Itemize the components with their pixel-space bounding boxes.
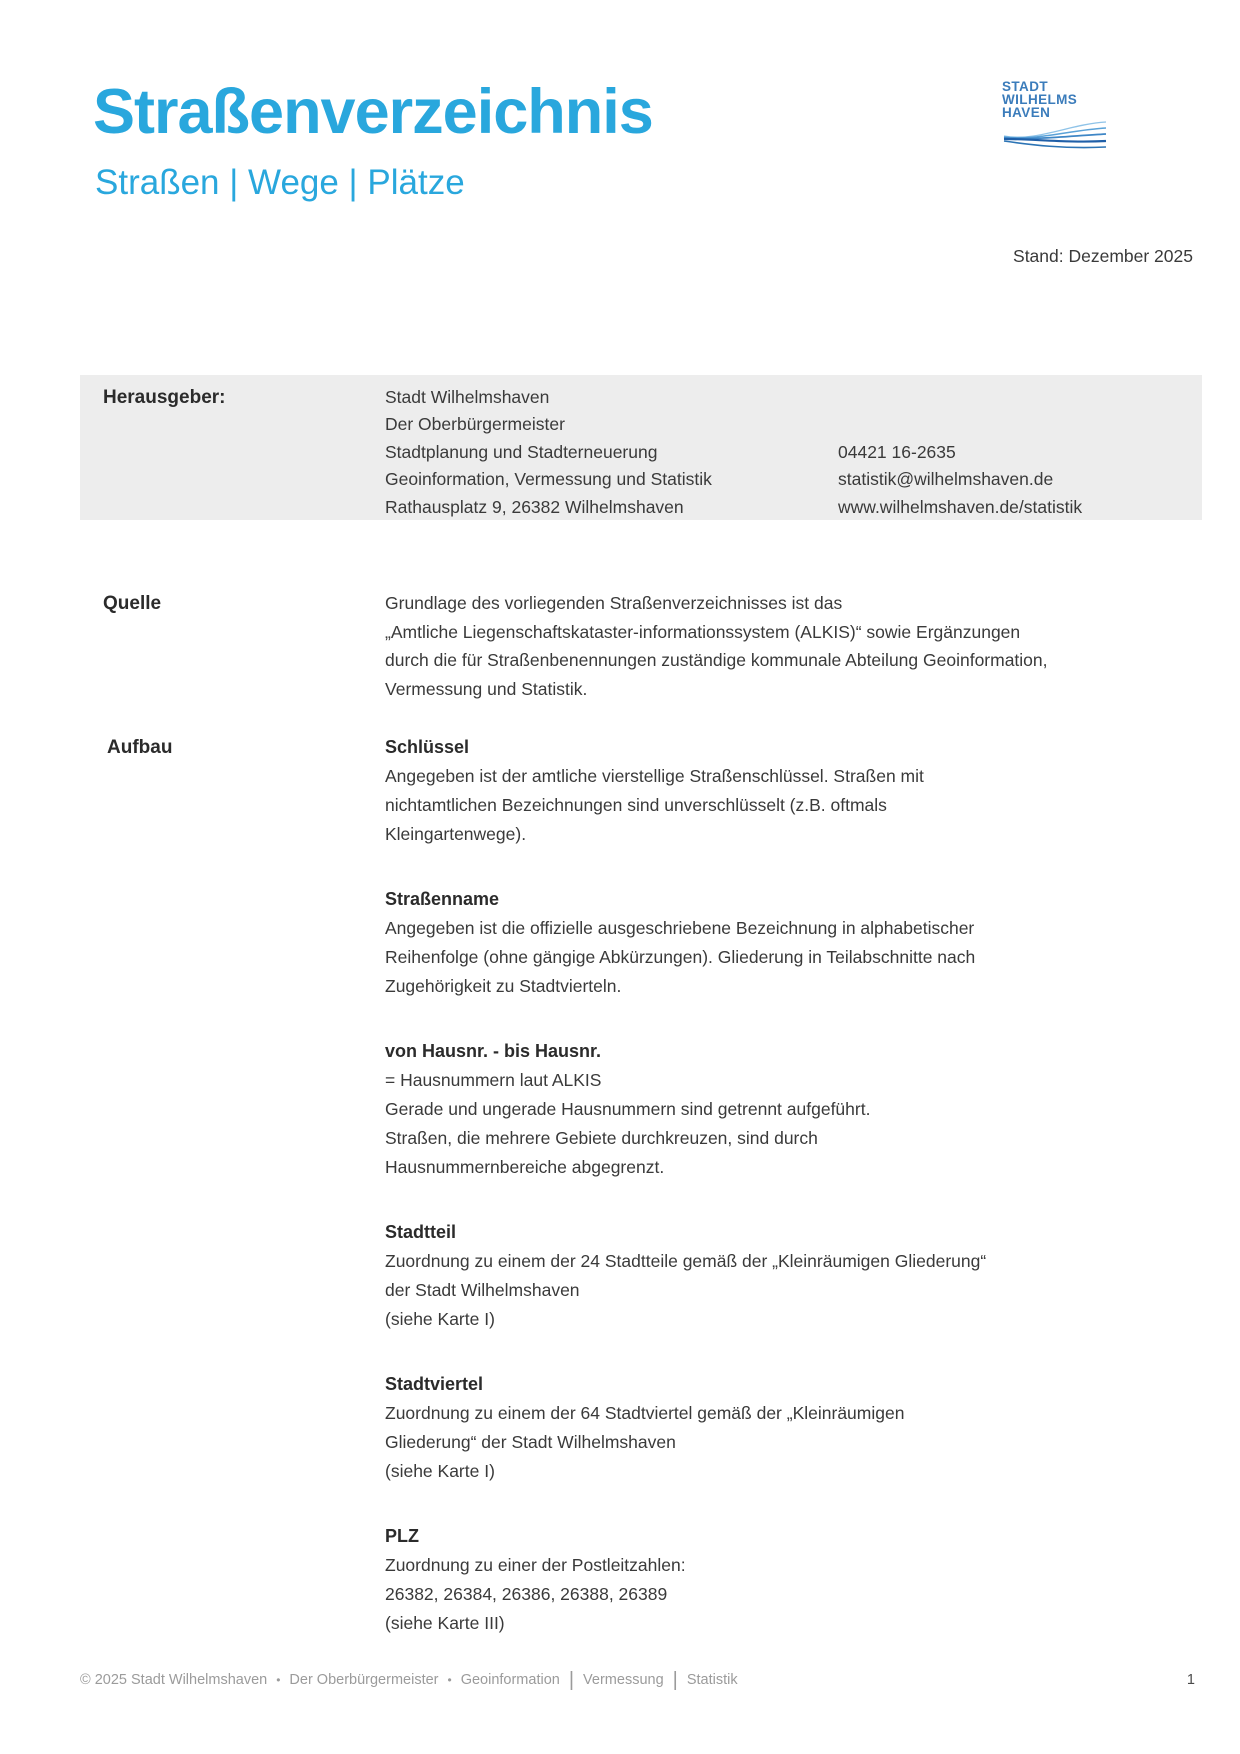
city-logo [1002,80,1108,156]
section-strassenname [385,885,1185,1001]
section-heading: Stadtviertel [385,1374,484,1394]
section-heading: Schlüssel [385,737,470,757]
publisher-address-line: Geoinformation, Vermessung und Statistik [385,469,712,490]
footer-bullet-separator: • [276,1673,281,1687]
source-label: Quelle [103,593,162,614]
publisher-phone: 04421 16-2635 [838,442,956,462]
section-hausnummern [385,1037,1185,1182]
section-plz [385,1522,1185,1638]
footer-bullet-separator: • [447,1673,452,1687]
section-heading: PLZ [385,1526,419,1546]
footer-imprint [80,1669,738,1691]
publisher-address-line: Stadt Wilhelmshaven [385,387,550,407]
page-title: Straßenverzeichnis [93,77,653,147]
page-subtitle: Straßen | Wege | Plätze [95,163,465,202]
section-body: Angegeben ist der amtliche vierstellige Straßenschlüssel. Straßen mit nichtamtlichen Bezeichnungen sind unverschlüsselt (z.B. oftmals Kleingartenwege). [385,766,924,844]
waves-icon [1002,120,1108,156]
section-schluessel [385,733,1185,849]
page-footer [80,1669,1195,1691]
publisher-box [80,375,1202,520]
section-stadtteil [385,1218,1185,1334]
footer-item-geoinformation: Geoinformation [460,1672,560,1688]
section-body: Zuordnung zu einem der 24 Stadtteile gemäß der „Kleinräumigen Gliederung“ der Stadt Wilhelmshaven (siehe Karte I) [385,1251,987,1329]
publisher-email[interactable]: statistik@wilhelmshaven.de [838,469,1054,490]
logo-line-wilhelms: WILHELMS [1002,92,1078,107]
publisher-label: Herausgeber: [103,387,226,408]
footer-bar-separator: | [568,1669,575,1691]
footer-copyright: © 2025 Stadt Wilhelmshaven [80,1672,268,1688]
status-date: Stand: Dezember 2025 [1013,246,1193,266]
footer-item-oberbuergermeister: Der Oberbürgermeister [289,1672,439,1688]
publisher-contact [838,439,1082,521]
structure-label: Aufbau [107,737,173,758]
city-logo-text [1002,80,1108,119]
logo-line-stadt: STADT [1002,79,1048,94]
logo-line-haven: HAVEN [1002,105,1051,120]
footer-item-statistik: Statistik [686,1672,738,1688]
publisher-address-line: Stadtplanung und Stadterneuerung [385,441,658,462]
section-body: = Hausnummern laut ALKIS Gerade und ungerade Hausnummern sind getrennt aufgeführt. Straßen, die mehrere Gebiete durchkreuzen, sind durch Hausnummernbereiche abgegrenzt. [385,1070,871,1177]
section-heading: Stadtteil [385,1222,457,1242]
page-number: 1 [1186,1672,1195,1688]
structure-sections [385,733,1185,1674]
footer-bar-separator: | [672,1669,678,1691]
section-body: Angegeben ist die offizielle ausgeschriebene Bezeichnung in alphabetischer Reihenfolge (ohne gängige Abkürzungen). Gliederung in Teilabschnitte nach Zugehörigkeit zu Stadtvierteln. [385,918,976,996]
section-body: Zuordnung zu einer der Postleitzahlen: 26382, 26384, 26386, 26388, 26389 (siehe Karte III) [385,1555,686,1633]
publisher-address-line: Der Oberbürgermeister [385,414,565,435]
footer-item-vermessung: Vermessung [583,1672,664,1688]
section-stadtviertel [385,1370,1185,1486]
publisher-address [385,384,712,521]
section-body: Zuordnung zu einem der 64 Stadtviertel gemäß der „Kleinräumigen Gliederung“ der Stadt Wilhelmshaven (siehe Karte I) [385,1403,905,1481]
section-heading: Straßenname [385,889,500,909]
publisher-address-line: Rathausplatz 9, 26382 Wilhelmshaven [385,496,684,517]
publisher-website[interactable]: www.wilhelmshaven.de/statistik [838,496,1083,517]
source-text: Grundlage des vorliegenden Straßenverzeichnisses ist das „Amtliche Liegenschaftskataster-informationssystem (ALKIS)“ sowie Ergänzungen durch die für Straßenbenennungen zuständige kommunale Abteilung Geoinformation, Vermessung und Statistik. [385,593,1048,699]
section-heading: von Hausnr. - bis Hausnr. [385,1041,602,1061]
